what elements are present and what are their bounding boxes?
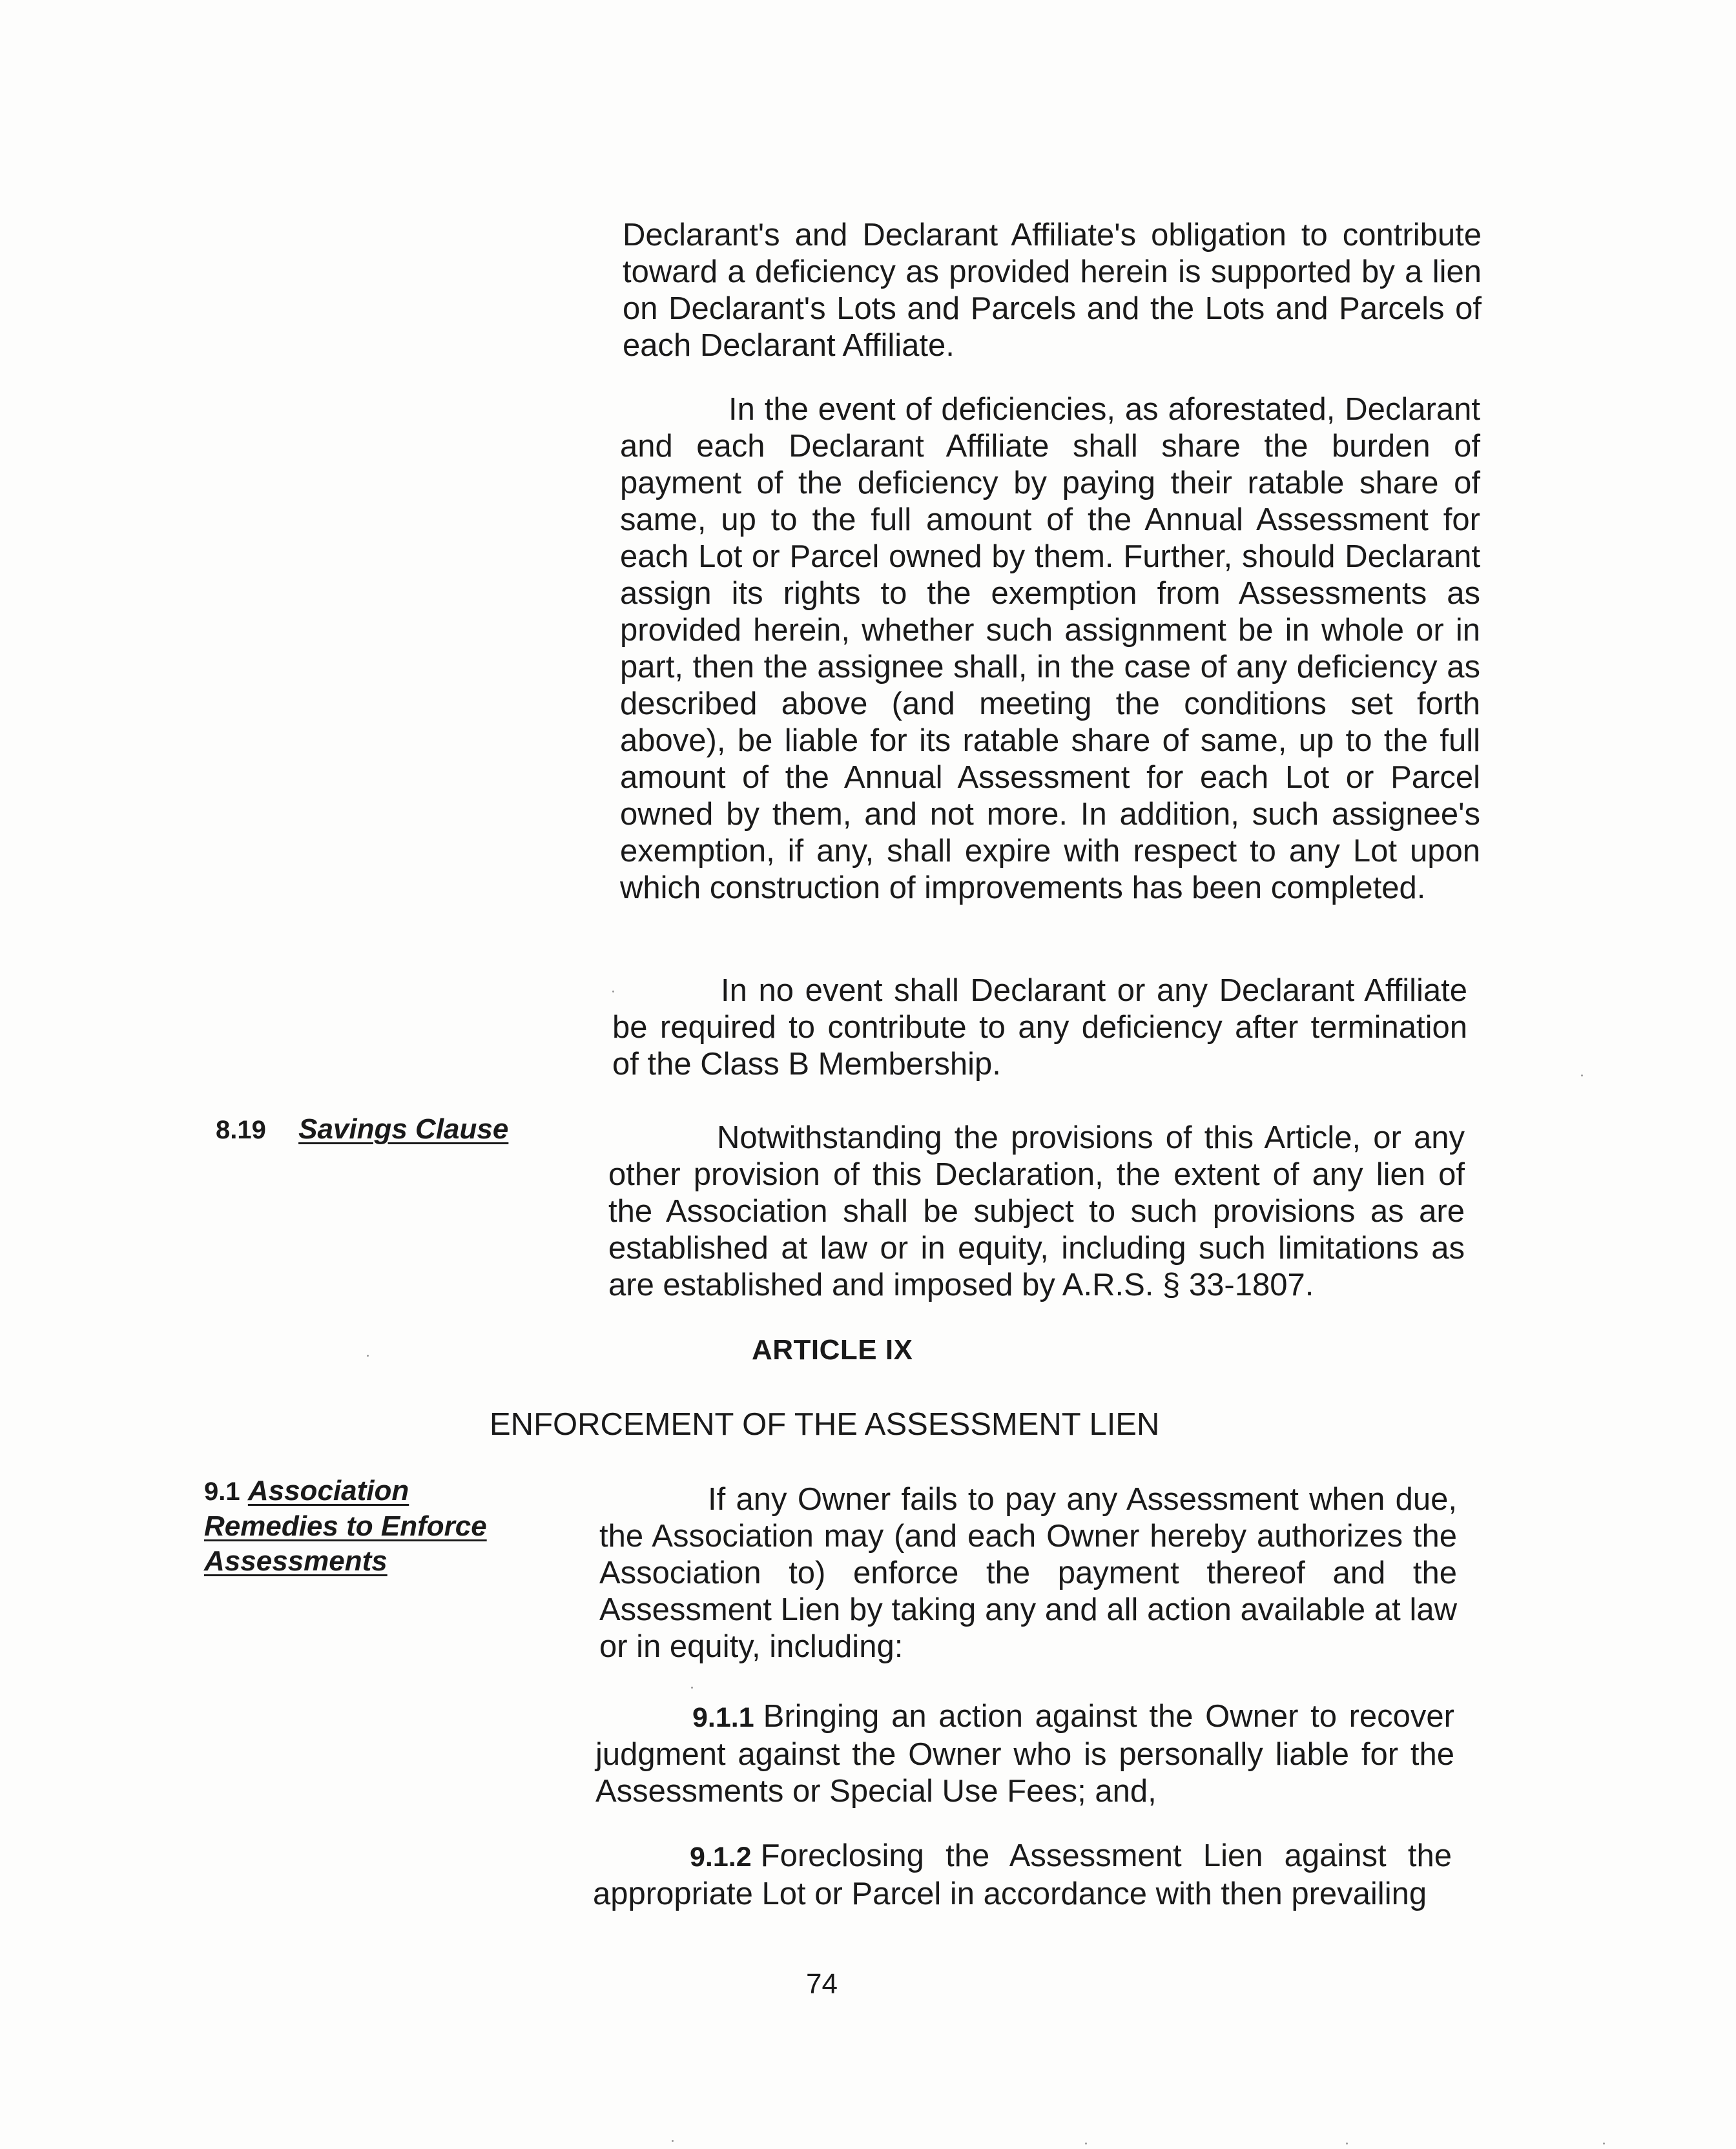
section-9-1-number: 9.1: [204, 1477, 240, 1506]
scan-speck: [612, 991, 614, 992]
scan-speck: [1346, 2143, 1348, 2144]
subsection-9-1-2-number: 9.1.2: [690, 1842, 752, 1873]
section-9-1-heading: [204, 1474, 487, 1579]
scan-speck: [672, 2140, 674, 2142]
article-title: ARTICLE IX: [752, 1334, 913, 1366]
page-number: 74: [806, 1968, 838, 2000]
paragraph-declarant-obligation: Declarant's and Declarant Affiliate's obligation to contribute toward a deficiency as provided herein is supported by a lien on Declarant's Lots and Parcels and the Lots and Parcels of each Declarant Affiliate.: [623, 218, 1482, 363]
section-9-1-title-line-1: Association: [247, 1475, 409, 1506]
paragraph-event-of-deficiencies: In the event of deficiencies, as aforestated, Declarant and each Declarant Affiliate shall share the burden of payment of the deficiency by paying their ratable share of same, up to the full amount of the Annual Assessment for each Lot or Parcel owned by them. Further, should Declarant assign its rights to the exemption from Assessments as provided herein, whether such assignment be in whole or in part, then the assignee shall, in the case of any deficiency as described above (and meeting the conditions set forth above), be liable for its ratable share of same, up to the full amount of the Annual Assessment for each Lot or Parcel owned by them, and not more. In addition, such assignee's exemption, if any, shall expire with respect to any Lot upon which construction of improvements has been completed.: [620, 392, 1480, 905]
scan-speck: [367, 1355, 369, 1357]
section-9-1-title-line-3: Assessments: [204, 1545, 388, 1577]
scan-speck: [1603, 2143, 1605, 2144]
section-8-19-body: Notwithstanding the provisions of this Article, or any other provision of this Declaration, the extent of any lien of the Association shall be subject to such provisions as are established at law or in equity, including such limitations as are established and imposed by A.R.S. § 33-1807.: [608, 1120, 1465, 1302]
subsection-9-1-1: [595, 1698, 1454, 1810]
section-8-19-number: 8.19: [216, 1116, 266, 1144]
scan-speck: [691, 1687, 693, 1689]
article-subtitle: ENFORCEMENT OF THE ASSESSMENT LIEN: [490, 1407, 1160, 1442]
paragraph-no-event: In no event shall Declarant or any Declarant Affiliate be required to contribute to any deficiency after termination of the Class B Membership.: [612, 973, 1467, 1082]
section-8-19-heading: [216, 1113, 508, 1146]
subsection-9-1-2: [593, 1838, 1452, 1913]
section-9-1-title-line-2: Remedies to Enforce: [204, 1510, 487, 1542]
section-8-19-title: Savings Clause: [298, 1113, 509, 1145]
scan-speck: [1085, 2143, 1087, 2144]
section-9-1-body: If any Owner fails to pay any Assessment when due, the Association may (and each Owner hereby authorizes the Association to) enforce the payment thereof and the Assessment Lien by taking any and all action available at law or in equity, including:: [599, 1482, 1457, 1664]
subsection-9-1-1-body: Bringing an action against the Owner to recover judgment against the Owner who is personally liable for the Assessments or Special Use Fees; and,: [595, 1699, 1454, 1809]
subsection-9-1-1-number: 9.1.1: [692, 1702, 754, 1733]
subsection-9-1-2-body: Foreclosing the Assessment Lien against the appropriate Lot or Parcel in accordance with then prevailing: [593, 1838, 1452, 1911]
scan-speck: [1581, 1074, 1583, 1076]
